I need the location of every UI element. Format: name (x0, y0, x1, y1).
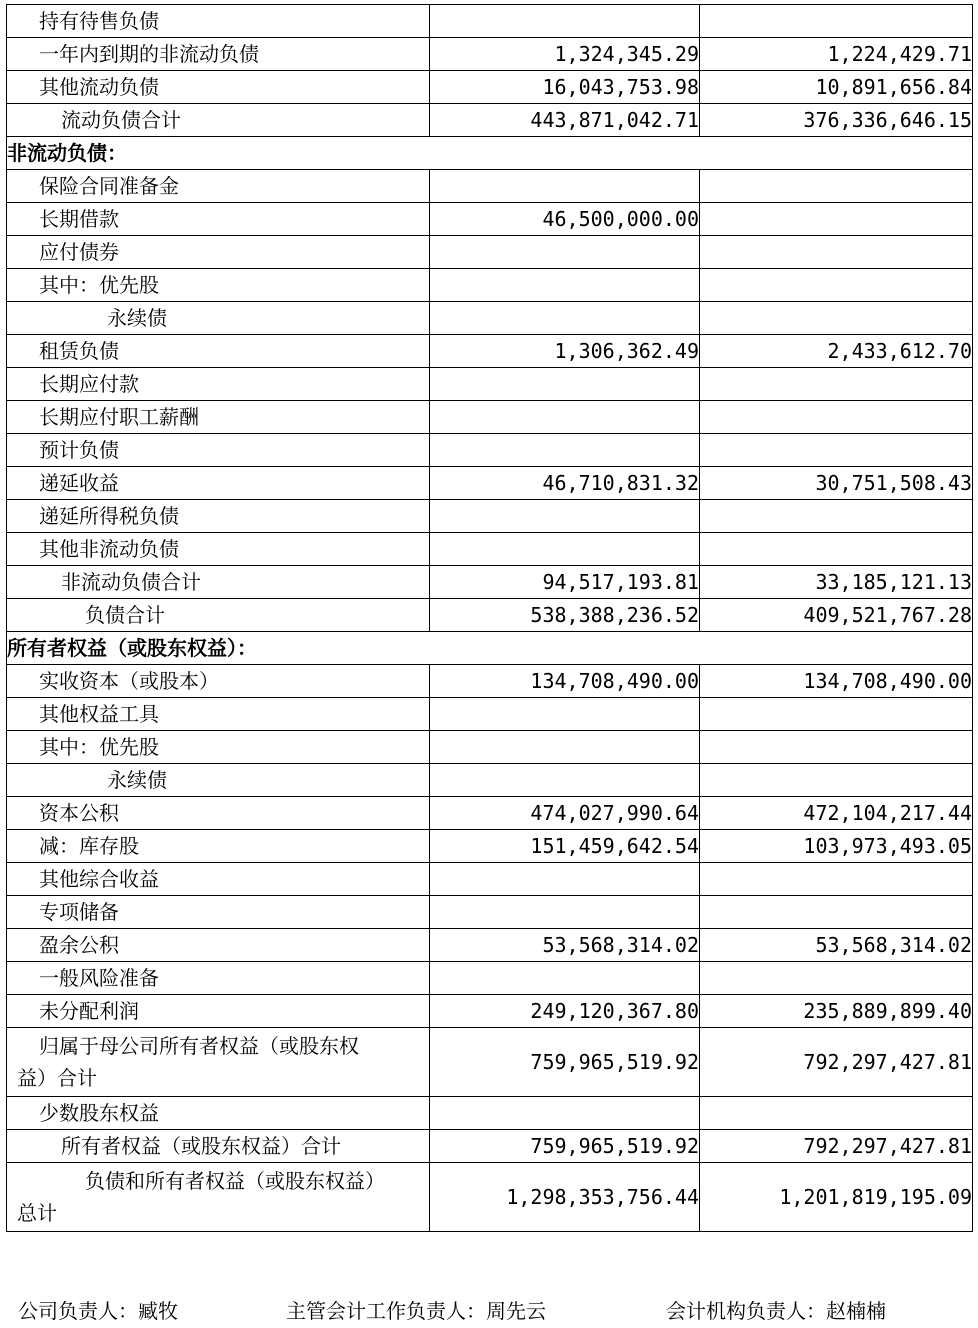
row-label: 递延所得税负债 (7, 500, 430, 533)
current-period-value: 94,517,193.81 (430, 566, 700, 599)
row-label: 永续债 (7, 302, 430, 335)
current-period-value: 249,120,367.80 (430, 995, 700, 1028)
table-row (7, 1163, 973, 1232)
table-row (7, 170, 973, 203)
current-period-value (430, 368, 700, 401)
prior-period-value (700, 269, 973, 302)
row-label: 盈余公积 (7, 929, 430, 962)
current-period-value: 474,027,990.64 (430, 797, 700, 830)
prior-period-value (700, 236, 973, 269)
prior-period-value (700, 731, 973, 764)
row-label: 其他综合收益 (7, 863, 430, 896)
table-row (7, 566, 973, 599)
current-period-value (430, 1097, 700, 1130)
row-label: 未分配利润 (7, 995, 430, 1028)
prior-period-value (700, 203, 973, 236)
table-row (7, 203, 973, 236)
prior-period-value: 103,973,493.05 (700, 830, 973, 863)
section-header-row (7, 137, 973, 170)
prior-period-value (700, 368, 973, 401)
current-period-value: 1,298,353,756.44 (430, 1163, 700, 1232)
row-label: 持有待售负债 (7, 5, 430, 38)
table-row (7, 302, 973, 335)
prior-period-value (700, 170, 973, 203)
row-label: 流动负债合计 (7, 104, 430, 137)
table-row (7, 434, 973, 467)
current-period-value: 53,568,314.02 (430, 929, 700, 962)
company-head-label: 公司负责人：臧牧 (18, 1299, 178, 1323)
prior-period-value (700, 5, 973, 38)
prior-period-value: 134,708,490.00 (700, 665, 973, 698)
current-period-value: 759,965,519.92 (430, 1130, 700, 1163)
table-row (7, 665, 973, 698)
table-row (7, 104, 973, 137)
row-label-line-1: 归属于母公司所有者权益（或股东权 (39, 1034, 359, 1058)
prior-period-value: 409,521,767.28 (700, 599, 973, 632)
current-period-value (430, 269, 700, 302)
current-period-value (430, 698, 700, 731)
table-row (7, 1097, 973, 1130)
row-label: 一般风险准备 (7, 962, 430, 995)
prior-period-value (700, 434, 973, 467)
row-label: 长期借款 (7, 203, 430, 236)
current-period-value: 1,324,345.29 (430, 38, 700, 71)
row-label: 租赁负债 (7, 335, 430, 368)
table-row (7, 995, 973, 1028)
row-label: 少数股东权益 (7, 1097, 430, 1130)
row-label: 其他非流动负债 (7, 533, 430, 566)
table-row (7, 764, 973, 797)
row-label-line-1: 负债和所有者权益（或股东权益） (85, 1169, 385, 1193)
prior-period-value (700, 896, 973, 929)
current-period-value: 151,459,642.54 (430, 830, 700, 863)
prior-period-value: 53,568,314.02 (700, 929, 973, 962)
current-period-value (430, 896, 700, 929)
section-title: 非流动负债： (7, 137, 973, 170)
table-row (7, 236, 973, 269)
prior-period-value (700, 1097, 973, 1130)
prior-period-value: 33,185,121.13 (700, 566, 973, 599)
current-period-value (430, 962, 700, 995)
current-period-value: 443,871,042.71 (430, 104, 700, 137)
row-label (7, 1028, 430, 1097)
prior-period-value (700, 533, 973, 566)
row-label: 应付债券 (7, 236, 430, 269)
current-period-value: 16,043,753.98 (430, 71, 700, 104)
prior-period-value (700, 962, 973, 995)
current-period-value (430, 170, 700, 203)
row-label: 一年内到期的非流动负债 (7, 38, 430, 71)
current-period-value: 46,500,000.00 (430, 203, 700, 236)
row-label: 负债合计 (7, 599, 430, 632)
row-label: 长期应付职工薪酬 (7, 401, 430, 434)
current-period-value (430, 863, 700, 896)
table-row (7, 71, 973, 104)
row-label: 其他流动负债 (7, 71, 430, 104)
row-label-line-2: 总计 (17, 1201, 57, 1225)
table-row (7, 500, 973, 533)
row-label: 保险合同准备金 (7, 170, 430, 203)
row-label: 实收资本（或股本） (7, 665, 430, 698)
row-label: 递延收益 (7, 467, 430, 500)
prior-period-value (700, 401, 973, 434)
prior-period-value (700, 698, 973, 731)
agency-head-label: 会计机构负责人：赵楠楠 (666, 1299, 886, 1323)
prior-period-value: 10,891,656.84 (700, 71, 973, 104)
row-label: 专项储备 (7, 896, 430, 929)
table-row (7, 962, 973, 995)
prior-period-value: 235,889,899.40 (700, 995, 973, 1028)
table-row (7, 38, 973, 71)
prior-period-value: 792,297,427.81 (700, 1028, 973, 1097)
current-period-value (430, 764, 700, 797)
prior-period-value (700, 302, 973, 335)
table-row (7, 731, 973, 764)
row-label: 所有者权益（或股东权益）合计 (7, 1130, 430, 1163)
current-period-value: 759,965,519.92 (430, 1028, 700, 1097)
prior-period-value: 1,201,819,195.09 (700, 1163, 973, 1232)
current-period-value: 134,708,490.00 (430, 665, 700, 698)
prior-period-value: 376,336,646.15 (700, 104, 973, 137)
current-period-value: 1,306,362.49 (430, 335, 700, 368)
row-label: 其他权益工具 (7, 698, 430, 731)
current-period-value (430, 434, 700, 467)
row-label: 长期应付款 (7, 368, 430, 401)
current-period-value (430, 731, 700, 764)
table-row (7, 269, 973, 302)
accounting-head-label: 主管会计工作负责人：周先云 (286, 1299, 546, 1323)
prior-period-value: 1,224,429.71 (700, 38, 973, 71)
row-label: 永续债 (7, 764, 430, 797)
table-row (7, 5, 973, 38)
row-label-line-2: 益）合计 (17, 1066, 97, 1090)
prior-period-value (700, 863, 973, 896)
section-title: 所有者权益（或股东权益）： (7, 632, 973, 665)
prior-period-value (700, 500, 973, 533)
current-period-value: 538,388,236.52 (430, 599, 700, 632)
prior-period-value: 2,433,612.70 (700, 335, 973, 368)
row-label (7, 1163, 430, 1232)
prior-period-value (700, 764, 973, 797)
row-label: 减：库存股 (7, 830, 430, 863)
table-row (7, 797, 973, 830)
current-period-value (430, 236, 700, 269)
row-label: 非流动负债合计 (7, 566, 430, 599)
balance-sheet-table (6, 4, 973, 1232)
prior-period-value: 792,297,427.81 (700, 1130, 973, 1163)
table-row (7, 1130, 973, 1163)
table-row (7, 896, 973, 929)
table-row (7, 533, 973, 566)
current-period-value (430, 302, 700, 335)
table-row (7, 368, 973, 401)
current-period-value (430, 533, 700, 566)
current-period-value (430, 401, 700, 434)
row-label: 预计负债 (7, 434, 430, 467)
prior-period-value: 472,104,217.44 (700, 797, 973, 830)
current-period-value (430, 5, 700, 38)
prior-period-value: 30,751,508.43 (700, 467, 973, 500)
current-period-value: 46,710,831.32 (430, 467, 700, 500)
current-period-value (430, 500, 700, 533)
table-row (7, 335, 973, 368)
row-label: 其中：优先股 (7, 731, 430, 764)
table-row (7, 1028, 973, 1097)
section-header-row (7, 632, 973, 665)
table-row (7, 467, 973, 500)
table-row (7, 698, 973, 731)
table-row (7, 830, 973, 863)
table-row (7, 401, 973, 434)
table-row (7, 863, 973, 896)
table-row (7, 929, 973, 962)
table-row (7, 599, 973, 632)
row-label: 其中：优先股 (7, 269, 430, 302)
row-label: 资本公积 (7, 797, 430, 830)
signature-footer (18, 1296, 978, 1326)
